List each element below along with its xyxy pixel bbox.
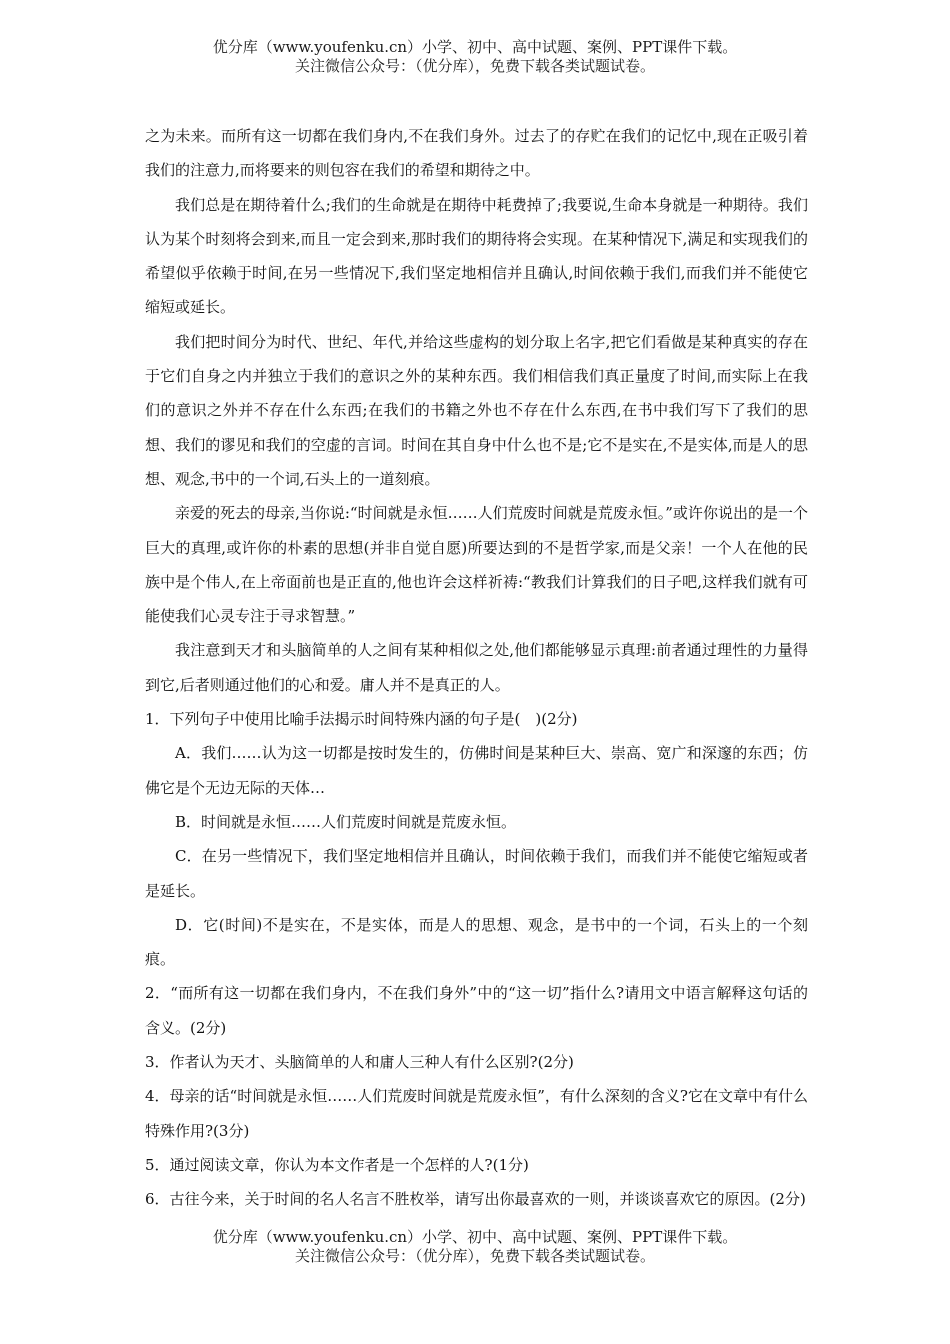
paragraph-1: 之为未来。而所有这一切都在我们身内,不在我们身外。过去了的存贮在我们的记忆中,现在正吸引着我们的注意力,而将要来的则包容在我们的希望和期待之中。	[145, 127, 808, 180]
question-4: 4．母亲的话“时间就是永恒……人们荒废时间就是荒废永恒”，有什么深刻的含义?它在文章中有什么特殊作用?(3分)	[145, 1087, 808, 1140]
question-5: 5．通过阅读文章，你认为本文作者是一个怎样的人?(1分)	[145, 1155, 529, 1174]
question-1: 1．下列句子中使用比喻手法揭示时间特殊内涵的句子是( )(2分)	[145, 710, 578, 729]
question-6: 6．古往今来，关于时间的名人名言不胜枚举，请写出你最喜欢的一则，并谈谈喜欢它的原因。(2分)	[145, 1190, 806, 1209]
question-1-option-b: B．时间就是永恒……人们荒废时间就是荒废永恒。	[175, 812, 517, 831]
question-2: 2．“而所有这一切都在我们身内，不在我们身外”中的“这一切”指什么?请用文中语言解释这句话的含义。(2分)	[145, 984, 808, 1037]
question-3: 3．作者认为天才、头脑简单的人和庸人三种人有什么区别?(2分)	[145, 1053, 574, 1072]
page-footer	[0, 1228, 950, 1266]
paragraph-3: 我们把时间分为时代、世纪、年代,并给这些虚构的划分取上名字,把它们看做是某种真实的存在于它们自身之内并独立于我们的意识之外的某种东西。我们相信我们真正量度了时间,而实际上在我们的意识之外并不存在什么东西;在我们的书籍之外也不存在什么东西,在书中我们写下了我们的思想、我们的谬见和我们的空虚的言词。时间在其自身中什么也不是;它不是实在,不是实体,而是人的思想、观念,书中的一个词,石头上的一道刻痕。	[145, 332, 808, 488]
footer-line-2: 关注微信公众号：（优分库），免费下载各类试题试卷。	[294, 1247, 655, 1265]
paragraph-5: 我注意到天才和头脑简单的人之间有某种相似之处,他们都能够显示真理:前者通过理性的力量得到它,后者则通过他们的心和爱。庸人并不是真正的人。	[145, 641, 808, 694]
header-line-2: 关注微信公众号：（优分库），免费下载各类试题试卷。	[294, 57, 655, 75]
question-1-option-d: D．它(时间)不是实在，不是实体，而是人的思想、观念，是书中的一个词，石头上的一个刻痕。	[145, 915, 808, 969]
paragraph-4: 亲爱的死去的母亲,当你说:“时间就是永恒……人们荒废时间就是荒废永恒。”或许你说出的是一个巨大的真理,或许你的朴素的思想(并非自觉自愿)所要达到的不是哲学家,而是父亲！一个人在他的民族中是个伟人,在上帝面前也是正直的,他也许会这样祈祷:“教我们计算我们的日子吧,这样我们就有可能使我们心灵专注于寻求智慧。”	[145, 504, 808, 626]
paragraph-2: 我们总是在期待着什么;我们的生命就是在期待中耗费掉了;我要说,生命本身就是一种期待。我们认为某个时刻将会到来,而且一定会到来,那时我们的期待将会实现。在某种情况下,满足和实现我们的希望似乎依赖于时间,在另一些情况下,我们坚定地相信并且确认,时间依赖于我们,而我们并不能使它缩短或延长。	[145, 195, 808, 317]
footer-line-1: 优分库（www.youfenku.cn）小学、初中、高中试题、案例、PPT课件下载。	[212, 1228, 738, 1246]
question-1-option-c: C．在另一些情况下，我们坚定地相信并且确认，时间依赖于我们，而我们并不能使它缩短或者是延长。	[145, 847, 808, 900]
page-header	[0, 38, 950, 76]
question-1-option-a: A．我们……认为这一切都是按时发生的，仿佛时间是某种巨大、崇高、宽广和深邃的东西；仿佛它是个无边无际的天体…	[145, 744, 808, 797]
header-line-1: 优分库（www.youfenku.cn）小学、初中、高中试题、案例、PPT课件下载。	[212, 38, 738, 56]
article-body	[145, 119, 808, 1217]
